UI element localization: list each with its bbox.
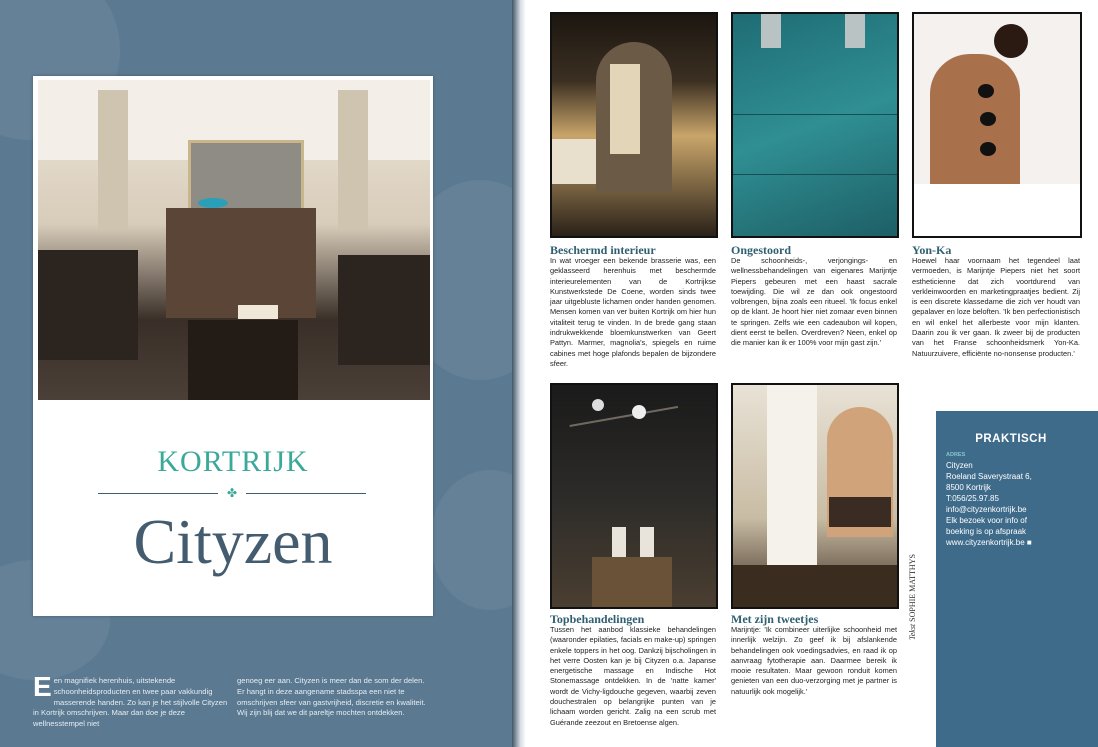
section-title: Met zijn tweetjes <box>731 612 819 626</box>
hero-photo-interior <box>38 80 430 400</box>
section-title: Ongestoord <box>731 243 791 257</box>
author-credit <box>908 540 920 640</box>
praktisch-info <box>946 460 1032 548</box>
section-body: De schoonheids-, verjongings- en wellnessbehandelingen van eigenares Marijntje Piepers gebeuren met een haast sacrale toewijding. Die wil ze dan ook ongestoord volbrengen, bijna zoals een ritueel. 'Ik focus enkel op de klant. Je hoort hier niet zomaar even binnen te springen. Zelfs wie een cadeaubon wil kopen, dient eerst te bellen. Overdreven? Neen, enkel op die manier kan ik er 100% voor mijn gast zijn.' <box>731 256 897 348</box>
city-heading: KORTRIJK <box>157 445 309 478</box>
drop-cap: E <box>33 671 52 702</box>
intro-paragraph: genoeg eer aan. Cityzen is meer dan de som der delen. Er hangt in deze aangename stadsspa een niet te omschrijven sfeer van gastvrijheid, discretie en kwaliteit. Wij zijn blij dat we dit pareltje mochten ontdekken. <box>237 676 426 718</box>
photo-hot-stone-massage <box>912 12 1082 238</box>
photo-shower-room <box>731 12 899 238</box>
section-body: In wat vroeger een bekende brasserie was, een geklasseerd herenhuis met beschermde interieurelementen van de Kortrijkse Kunstwerkstede De Coene, worden sinds twee jaar uitgebluste lichamen onder handen genomen. Mensen komen van ver buiten Kortrijk om hier hun vitaliteit terug te vinden. In de brede gang staan indrukwekkende bloemkunstwerken van Geert Pattyn. Marmer, magnolia's, spiegels en ruime cabines met hoge plafonds bepalen de bijzondere sfeer. <box>550 256 716 368</box>
info-line: www.cityzenkortrijk.be ■ <box>946 538 1032 547</box>
info-line: Cityzen <box>946 461 973 470</box>
photo-duo-room <box>731 383 899 609</box>
intro-column <box>33 671 229 730</box>
page-gutter <box>512 0 526 747</box>
info-line: Roeland Saverystraat 6, <box>946 472 1032 481</box>
photo-corridor <box>550 12 718 238</box>
praktisch-title: PRAKTISCH <box>975 433 1047 445</box>
intro-column <box>237 676 433 730</box>
intro-paragraph: en magnifiek herenhuis, uitstekende schoonheidsproducten en twee paar vakkundig masserende handen. Zo kan je het stijlvolle Cityzen in Kortrijk omschrijven. Maar dan doe je deze wellnesstempel niet <box>33 676 228 729</box>
section-body: Hoewel haar voornaam het tegendeel laat vermoeden, is Marijntje Piepers niet het soort estheticienne dat zich voortdurend van verkleinwoorden en marketingpraatjes bedient. Zij is een discrete klassedame die zich ver houdt van gepalaver en loze beloften. 'Ik ben perfectionistisch en wil enkel het allerbeste voor mijn klanten. Daarin zou ik ver gaan. Ik zweer bij de producten van het Franse schoonheidsmerk Yon-Ka. Natuurzuivere, efficiënte no-nonsense producten.' <box>912 256 1080 358</box>
section-title: Topbehandelingen <box>550 612 645 626</box>
praktisch-box <box>936 411 1098 747</box>
photo-floral-arrangement <box>550 383 718 609</box>
title-ornament: ✤ <box>98 490 368 498</box>
section-title: Beschermd interieur <box>550 243 656 257</box>
section-body: Tussen het aanbod klassieke behandelingen (waaronder epilaties, facials en make-up) springen enkele toppers in het oog. Dankzij bijscholingen in het verre Oosten kan je bij Cityzen o.a. Japanse energetische massage en Indische Hot Stonemassage ontdekken. In de 'natte kamer' wordt de Vichy-ligdouche gegeven, waarbij zeven douchestralen op belangrijke punten van je lichaam worden gericht. Zalig na een scrub met Guérande zeezout en Bretoense algen. <box>550 625 716 727</box>
credit-label: Tekst <box>908 623 917 640</box>
section-title: Yon-Ka <box>912 243 952 257</box>
floral-pattern <box>430 470 518 610</box>
spa-title: Cityzen <box>133 506 333 577</box>
adres-label: ADRES <box>946 452 966 458</box>
info-line: boeking is op afspraak <box>946 527 1027 536</box>
info-line: info@cityzenkortrijk.be <box>946 505 1027 514</box>
credit-author: SOPHIE MATTHYS <box>908 554 917 622</box>
info-line: Elk bezoek voor info of <box>946 516 1027 525</box>
intro-text <box>33 671 433 730</box>
info-line: 8500 Kortrijk <box>946 483 991 492</box>
section-body: Marijntje: 'Ik combineer uiterlijke schoonheid met innerlijk welzijn. Zo geef ik bij afslankende behandelingen ook voedingsadvies, en raad ik op aanvraag fytotherapie aan. Daarmee bereik ik mooie resultaten. Maar gewoon ronduit komen genieten van een duo-verzorging met je partner is natuurlijk ook mogelijk.' <box>731 625 897 696</box>
info-line: T:056/25.97.85 <box>946 494 999 503</box>
